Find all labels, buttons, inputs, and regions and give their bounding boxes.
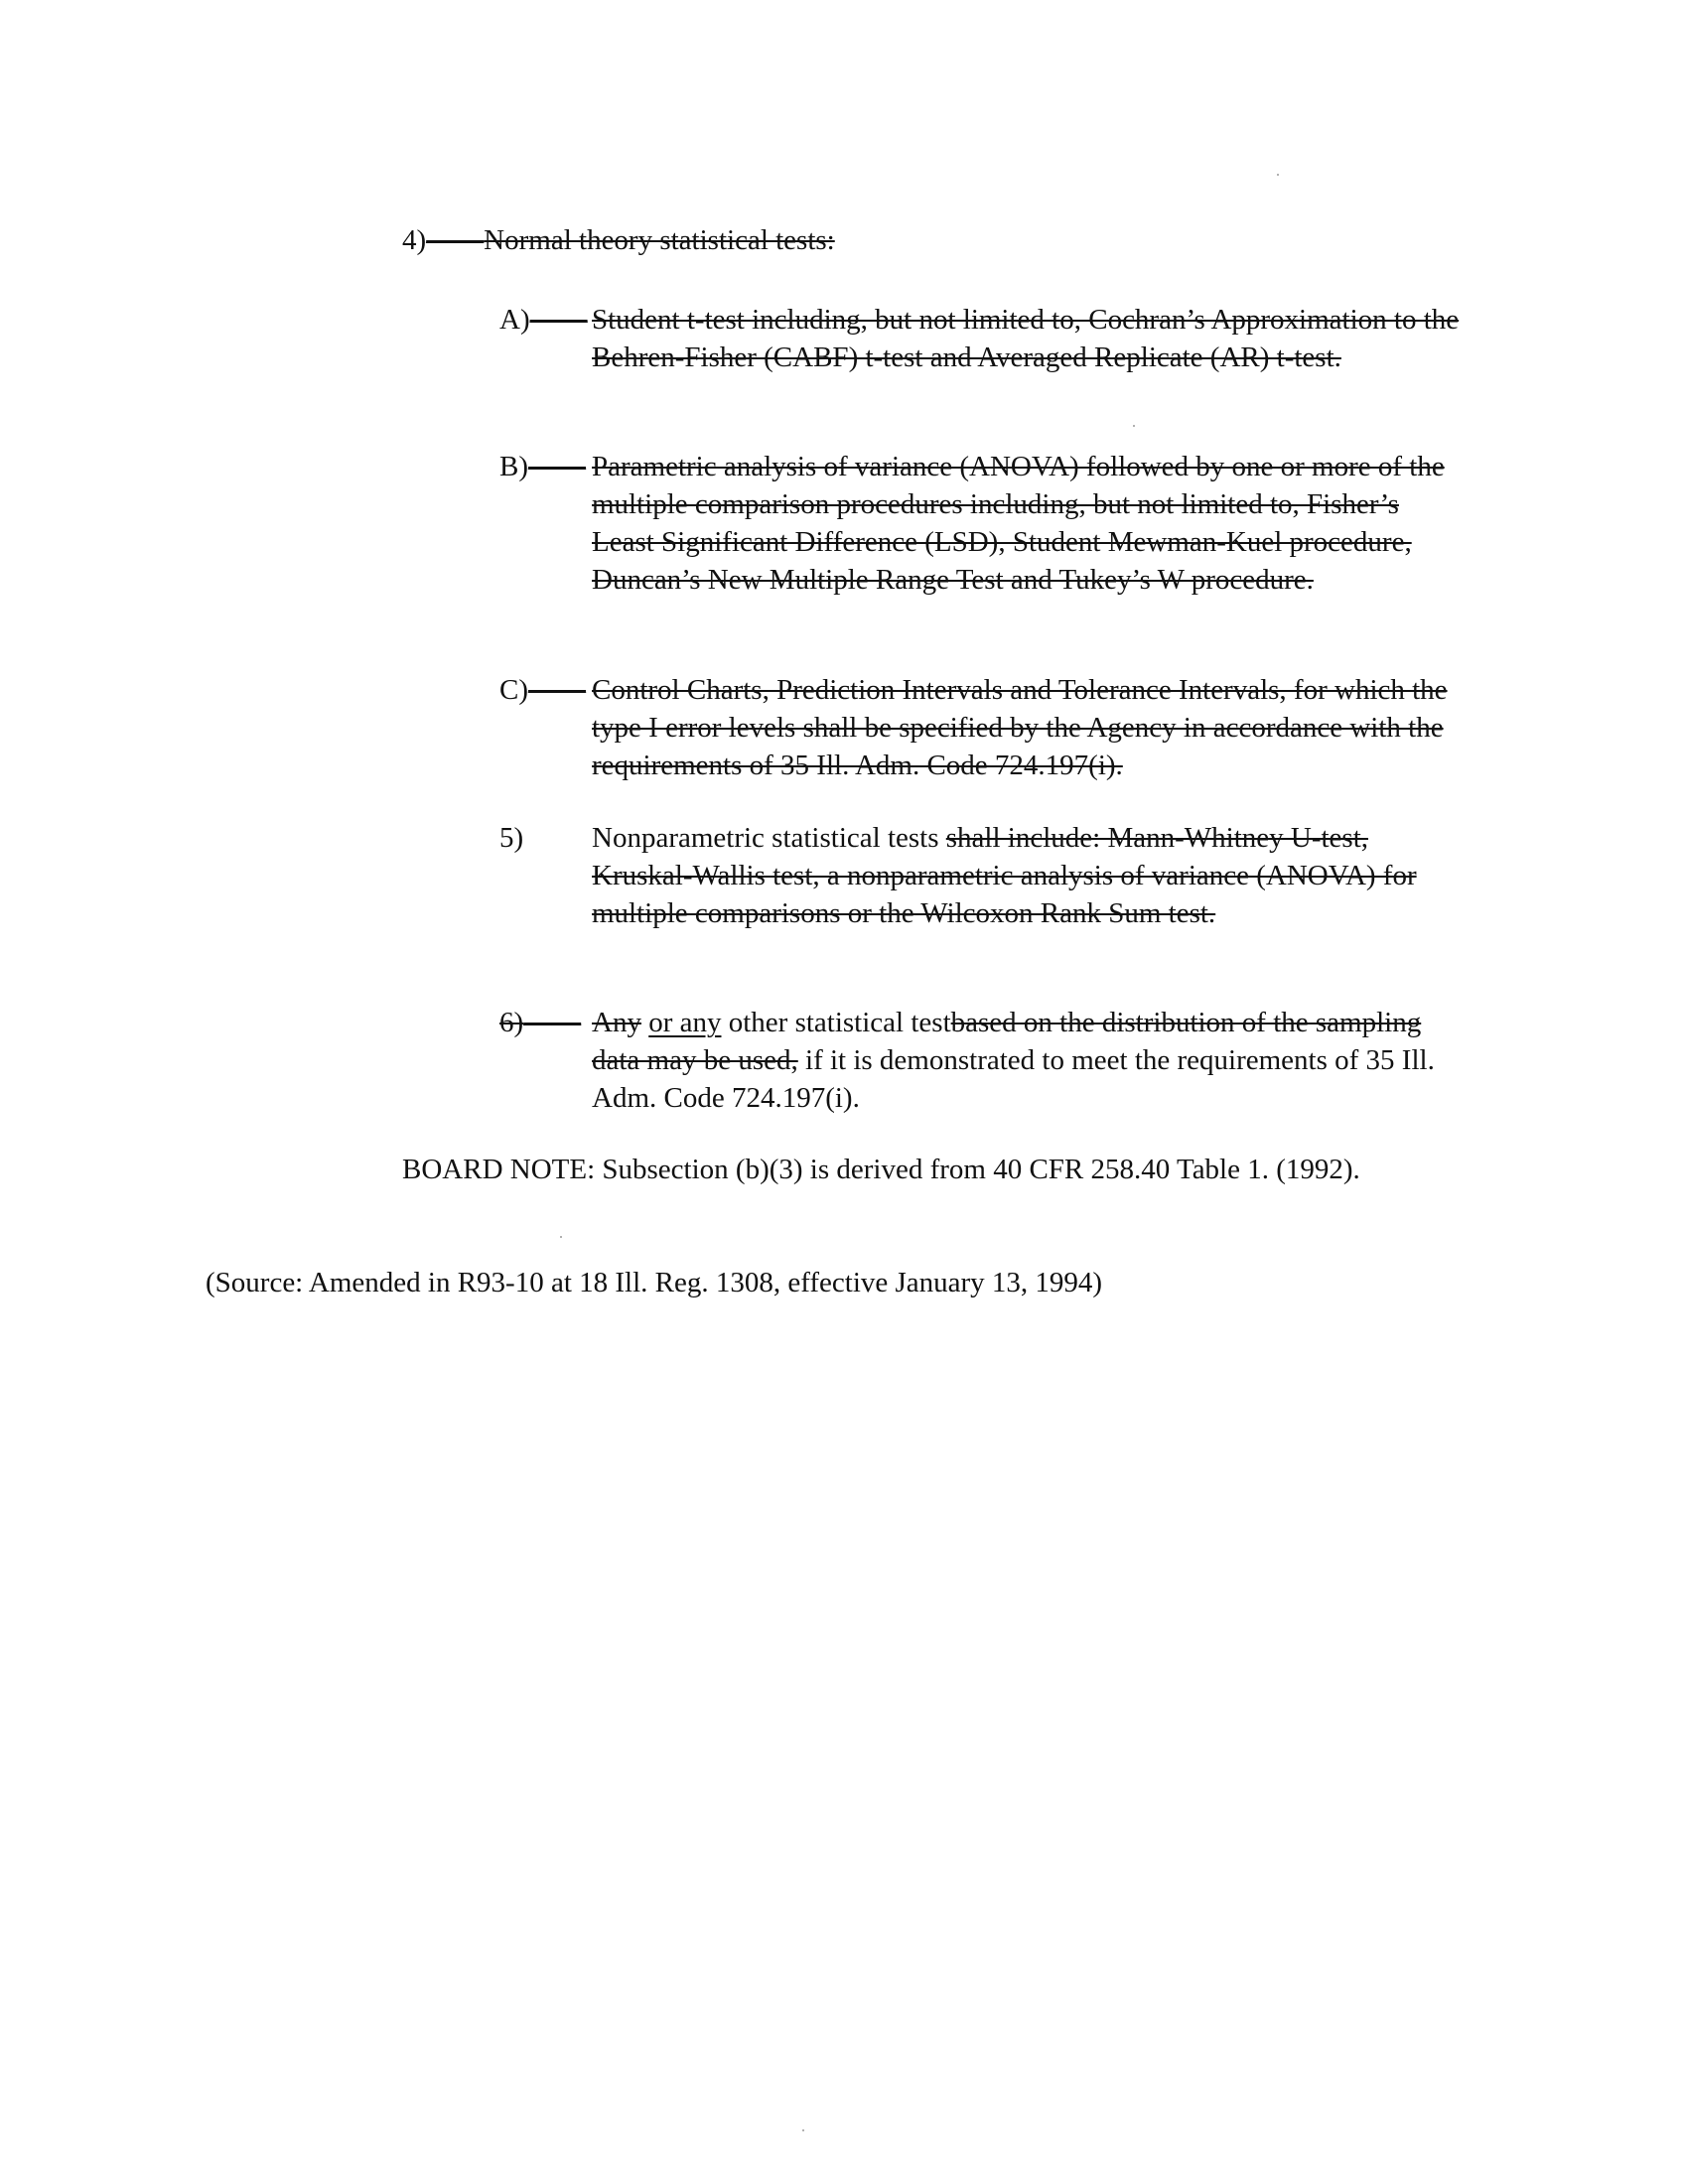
item-b-label-row (499, 448, 586, 485)
item-6-label: 6) (499, 1007, 524, 1038)
item-5-kept-text: Nonparametric statistical tests (592, 822, 939, 854)
item-5-deleted-text: shall include: Mann-Whitney U-test, Kruskal-Wallis test, a nonparametric analysis of variance (ANOVA) for multiple comparisons or the Wilcoxon Rank Sum test. (592, 822, 1417, 929)
item-4-label-row (402, 221, 835, 259)
board-note: BOARD NOTE: Subsection (b)(3) is derived from 40 CFR 258.40 Table 1. (1992). (402, 1154, 1360, 1185)
item-4-heading: Normal theory statistical tests: (484, 224, 835, 256)
item-4-dash: —— (426, 224, 485, 256)
item-c-label: C) (499, 674, 528, 706)
item-6-dash: —— (523, 1007, 582, 1038)
item-b-text (592, 448, 1466, 599)
item-5-label (499, 819, 523, 857)
item-5-number: 5) (499, 822, 524, 854)
item-c-label-row (499, 671, 586, 709)
item-b-label: B) (499, 451, 528, 482)
item-6-label-row (499, 1004, 581, 1041)
item-5-text (592, 819, 1466, 932)
source-citation: (Source: Amended in R93-10 at 18 Ill. Reg. 1308, effective January 13, 1994) (206, 1267, 1103, 1298)
item-c-dash: —— (528, 674, 586, 706)
item-a-text (592, 301, 1466, 376)
item-6-inserted-text: or any (648, 1007, 722, 1038)
item-a-label-row (499, 301, 588, 339)
item-6-kept-text-1: other statistical test (728, 1007, 951, 1038)
scan-speck (1277, 174, 1279, 176)
item-6-deleted-any: Any (592, 1007, 641, 1038)
item-6-deleted-text: based on the distribution of the sampling data may be used, (592, 1007, 1422, 1076)
scan-speck (560, 1236, 562, 1238)
item-6-kept-text-2: if it is demonstrated to meet the requirements of 35 Ill. Adm. Code 724.197(i). (592, 1044, 1435, 1114)
item-a-dash: —— (529, 304, 588, 336)
scan-speck (802, 2129, 804, 2131)
item-a-label: A) (499, 304, 530, 336)
item-b-deleted-text: Parametric analysis of variance (ANOVA) followed by one or more of the multiple comparison procedures including, but not limited to, Fisher’s Least Significant Difference (LSD), Student Mewman-Kuel procedure, Duncan’s New Multiple Range Test and Tukey’s W procedure. (592, 451, 1445, 596)
item-6-text (592, 1004, 1466, 1117)
item-a-deleted-text: Student t-test including, but not limited to, Cochran’s Approximation to the Behren-Fisher (CABF) t-test and Averaged Replicate (AR) t-test. (592, 304, 1460, 373)
item-4-label: 4) (402, 224, 427, 256)
item-c-text (592, 671, 1466, 784)
scan-speck (1133, 425, 1135, 427)
item-b-dash: —— (528, 451, 586, 482)
item-c-deleted-text: Control Charts, Prediction Intervals and Tolerance Intervals, for which the type I error levels shall be specified by the Agency in accordance with the requirements of 35 Ill. Adm. Code 724.197(i). (592, 674, 1448, 781)
